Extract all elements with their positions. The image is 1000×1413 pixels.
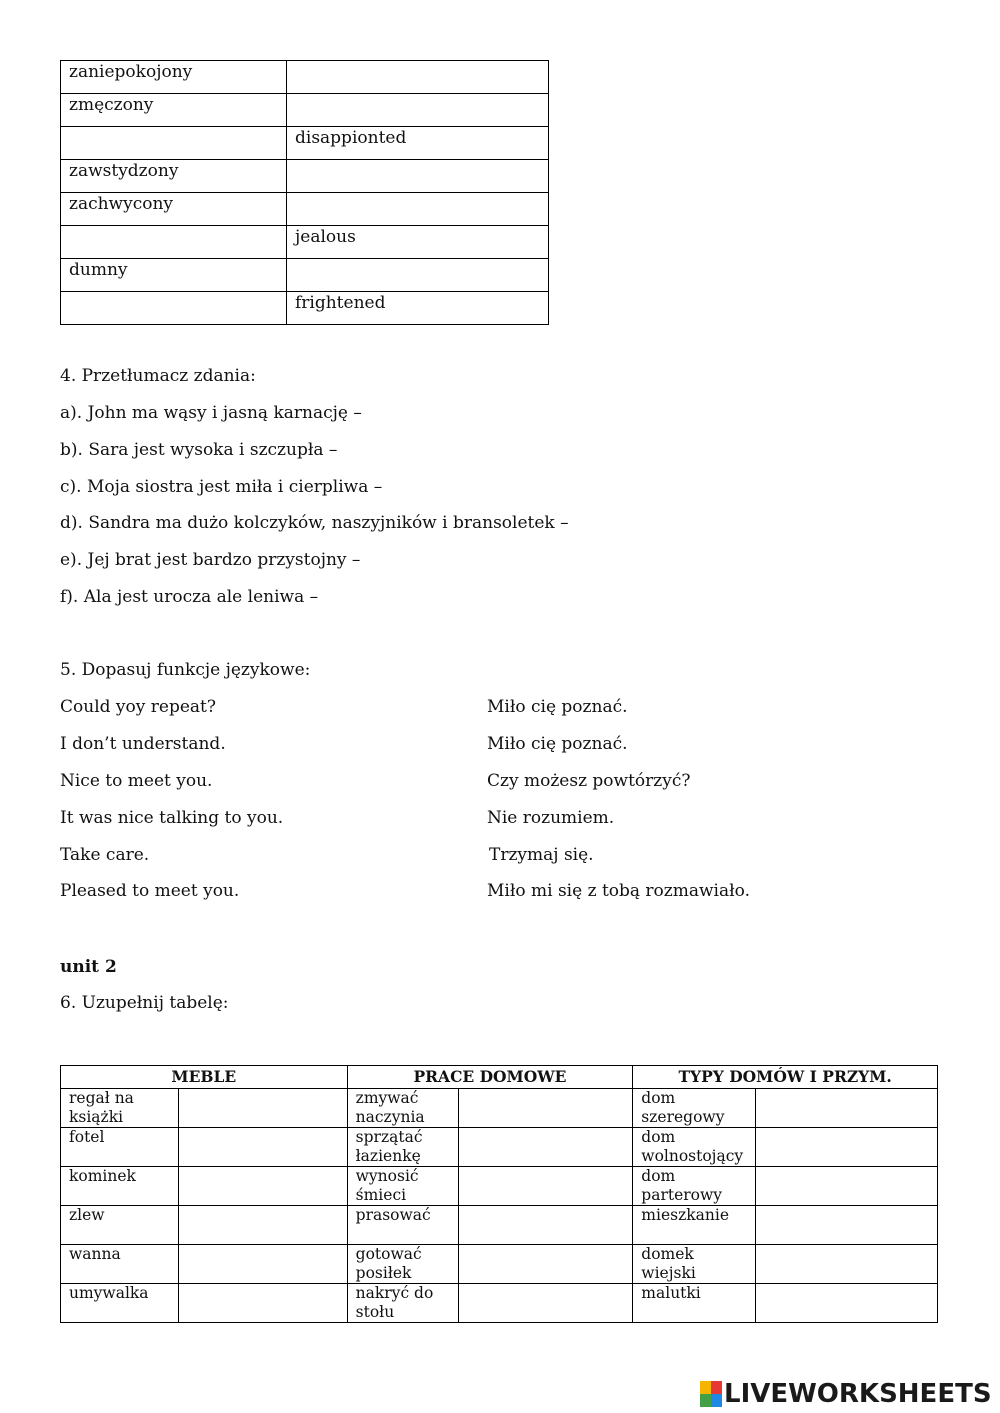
answer-cell[interactable]	[178, 1245, 347, 1284]
phrase-en[interactable]: Pleased to meet you.	[60, 881, 240, 901]
table-cell-en[interactable]	[287, 160, 549, 193]
answer-cell[interactable]	[458, 1206, 633, 1245]
emotions-table	[60, 60, 549, 325]
phrase-pl[interactable]: Miło cię poznać.	[487, 697, 628, 717]
table-cell-pl[interactable]	[61, 292, 287, 325]
table-row	[61, 1089, 938, 1128]
logo-square	[700, 1394, 711, 1407]
table-row	[61, 1128, 938, 1167]
answer-cell[interactable]	[756, 1167, 938, 1206]
table-cell-pl: zaniepokojony	[61, 61, 287, 94]
table-row	[61, 1167, 938, 1206]
answer-cell[interactable]	[756, 1128, 938, 1167]
table-cell: wanna	[61, 1245, 179, 1284]
table-cell-en[interactable]	[287, 61, 549, 94]
exercise-4-item: e). Jej brat jest bardzo przystojny –	[60, 550, 361, 570]
table-row	[61, 127, 549, 160]
exercise-4-item: f). Ala jest urocza ale leniwa –	[60, 587, 319, 607]
exercise-4-item: a). John ma wąsy i jasną karnację –	[60, 403, 362, 423]
answer-cell[interactable]	[458, 1128, 633, 1167]
answer-cell[interactable]	[458, 1089, 633, 1128]
answer-cell[interactable]	[756, 1284, 938, 1323]
answer-cell[interactable]	[458, 1284, 633, 1323]
phrase-pl[interactable]: Czy możesz powtórzyć?	[487, 771, 691, 791]
phrase-pl[interactable]: Miło mi się z tobą rozmawiało.	[487, 881, 750, 901]
table-row	[61, 160, 549, 193]
exercise-4-item: d). Sandra ma dużo kolczyków, naszyjników i bransoletek –	[60, 513, 569, 533]
unit-heading: unit 2	[60, 957, 117, 977]
table-cell: zlew	[61, 1206, 179, 1245]
table-cell-pl: zmęczony	[61, 94, 287, 127]
phrase-pl[interactable]: Trzymaj się.	[489, 845, 594, 865]
column-header: MEBLE	[61, 1066, 348, 1089]
table-row	[61, 1284, 938, 1323]
table-cell-en[interactable]	[287, 259, 549, 292]
answer-cell[interactable]	[178, 1284, 347, 1323]
table-row	[61, 292, 549, 325]
table-cell: nakryć do stołu	[347, 1284, 458, 1323]
table-cell: dom wolnostojący	[633, 1128, 756, 1167]
phrase-pl[interactable]: Miło cię poznać.	[487, 734, 628, 754]
table-cell: mieszkanie	[633, 1206, 756, 1245]
answer-cell[interactable]	[458, 1167, 633, 1206]
table-cell: umywalka	[61, 1284, 179, 1323]
table-cell: sprzątać łazienkę	[347, 1128, 458, 1167]
table-cell: prasować	[347, 1206, 458, 1245]
table-cell-pl: zachwycony	[61, 193, 287, 226]
answer-cell[interactable]	[458, 1245, 633, 1284]
logo-text: LIVEWORKSHEETS	[724, 1379, 992, 1409]
table-cell-pl: zawstydzony	[61, 160, 287, 193]
table-header-row	[61, 1066, 938, 1089]
table-cell: regał na książki	[61, 1089, 179, 1128]
table-cell-pl[interactable]	[61, 127, 287, 160]
answer-cell[interactable]	[178, 1128, 347, 1167]
table-cell-en[interactable]	[287, 94, 549, 127]
table-row	[61, 226, 549, 259]
answer-cell[interactable]	[756, 1089, 938, 1128]
table-row	[61, 1245, 938, 1284]
logo-square	[700, 1381, 711, 1394]
table-cell: dom szeregowy	[633, 1089, 756, 1128]
exercise-4-item: b). Sara jest wysoka i szczupła –	[60, 440, 338, 460]
exercise-6-title: 6. Uzupełnij tabelę:	[60, 993, 229, 1013]
column-header: PRACE DOMOWE	[347, 1066, 633, 1089]
vocabulary-table	[60, 1065, 938, 1323]
table-row	[61, 94, 549, 127]
table-cell: fotel	[61, 1128, 179, 1167]
table-row	[61, 259, 549, 292]
answer-cell[interactable]	[178, 1089, 347, 1128]
table-cell: wynosić śmieci	[347, 1167, 458, 1206]
column-header: TYPY DOMÓW I PRZYM.	[633, 1066, 938, 1089]
phrase-en[interactable]: Take care.	[60, 845, 150, 865]
answer-cell[interactable]	[756, 1245, 938, 1284]
table-cell: malutki	[633, 1284, 756, 1323]
logo-square	[711, 1381, 722, 1394]
table-cell-en[interactable]	[287, 193, 549, 226]
table-cell-en: frightened	[287, 292, 549, 325]
answer-cell[interactable]	[178, 1167, 347, 1206]
exercise-4-title: 4. Przetłumacz zdania:	[60, 366, 256, 386]
table-row	[61, 1206, 938, 1245]
table-cell: domek wiejski	[633, 1245, 756, 1284]
answer-cell[interactable]	[178, 1206, 347, 1245]
table-cell: kominek	[61, 1167, 179, 1206]
exercise-4-item: c). Moja siostra jest miła i cierpliwa –	[60, 477, 383, 497]
liveworksheets-logo	[700, 1379, 992, 1409]
phrase-en[interactable]: It was nice talking to you.	[60, 808, 284, 828]
table-cell-pl: dumny	[61, 259, 287, 292]
phrase-en[interactable]: I don’t understand.	[60, 734, 226, 754]
table-cell-en: jealous	[287, 226, 549, 259]
answer-cell[interactable]	[756, 1206, 938, 1245]
phrase-en[interactable]: Could yoy repeat?	[60, 697, 216, 717]
table-cell: dom parterowy	[633, 1167, 756, 1206]
logo-square	[711, 1394, 722, 1407]
phrase-pl[interactable]: Nie rozumiem.	[487, 808, 615, 828]
table-row	[61, 193, 549, 226]
table-cell: gotować posiłek	[347, 1245, 458, 1284]
logo-mark-icon	[700, 1381, 722, 1407]
table-cell-pl[interactable]	[61, 226, 287, 259]
table-cell: zmywać naczynia	[347, 1089, 458, 1128]
table-cell-en: disappionted	[287, 127, 549, 160]
table-row	[61, 61, 549, 94]
exercise-5-title: 5. Dopasuj funkcje językowe:	[60, 660, 311, 680]
phrase-en[interactable]: Nice to meet you.	[60, 771, 213, 791]
